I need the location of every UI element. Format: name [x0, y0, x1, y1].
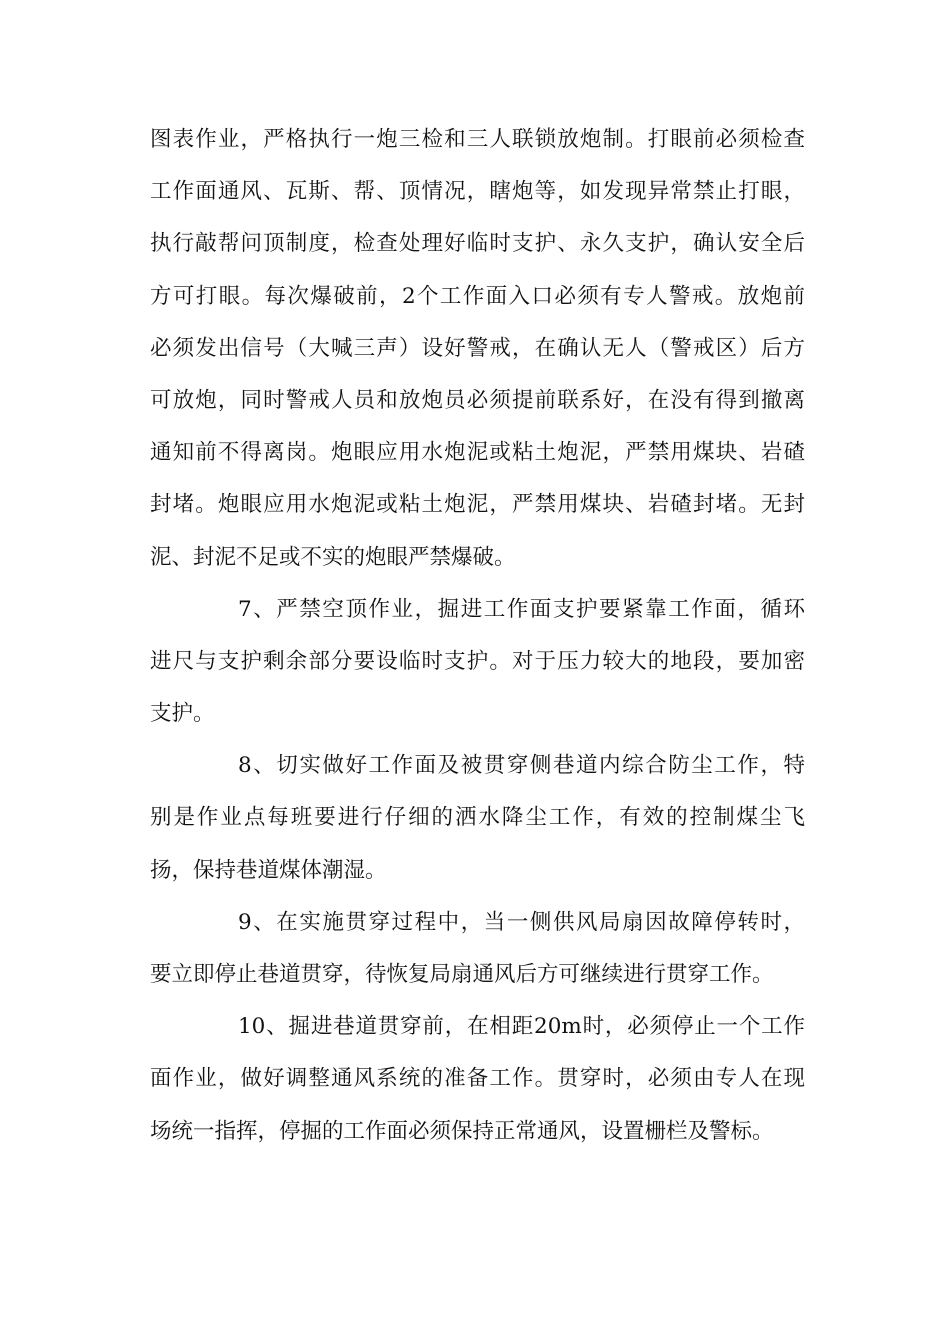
- text-line: 泥、封泥不足或不实的炮眼严禁爆破。: [150, 544, 516, 570]
- paragraph-6-continued: [150, 114, 805, 584]
- text-line: 面作业，做好调整通风系统的准备工作。贯穿时，必须由专人在现: [150, 1066, 805, 1092]
- text-line: 要立即停止巷道贯穿，待恢复局扇通风后方可继续进行贯穿工作。: [150, 962, 774, 987]
- paragraph-7: [150, 584, 805, 741]
- text-line: 别是作业点每班要进行仔细的洒水降尘工作，有效的控制煤尘飞: [150, 805, 805, 831]
- text-line: 必须发出信号（大喊三声）设好警戒，在确认无人（警戒区）后方: [150, 335, 805, 361]
- text-line: 通知前不得离岗。炮眼应用水炮泥或粘土炮泥，严禁用煤块、岩碴: [150, 440, 805, 466]
- text-line: 10、掘进巷道贯穿前，在相距20m时，必须停止一个工作: [238, 1014, 805, 1040]
- text-line: 支护。: [150, 701, 215, 727]
- paragraph-8: [150, 740, 805, 897]
- text-line: 执行敲帮问顶制度，检查处理好临时支护、永久支护，确认安全后: [150, 231, 805, 257]
- document-body: [150, 114, 805, 1158]
- text-line: 扬，保持巷道煤体潮湿。: [150, 857, 387, 883]
- text-line: 场统一指挥，停掘的工作面必须保持正常通风，设置栅栏及警标。: [150, 1118, 774, 1144]
- paragraph-10: [150, 1001, 805, 1158]
- text-line: 7、严禁空顶作业，掘进工作面支护要紧靠工作面，循环: [238, 596, 805, 622]
- text-line: 图表作业，严格执行一炮三检和三人联锁放炮制。打眼前必须检查: [150, 127, 805, 152]
- text-line: 进尺与支护剩余部分要设临时支护。对于压力较大的地段，要加密: [150, 648, 805, 674]
- text-line: 工作面通风、瓦斯、帮、顶情况，瞎炮等，如发现异常禁止打眼，: [150, 179, 805, 205]
- text-line: 9、在实施贯穿过程中，当一侧供风局扇因故障停转时，: [238, 909, 805, 935]
- text-line: 封堵。炮眼应用水炮泥或粘土炮泥，严禁用煤块、岩碴封堵。无封: [150, 492, 805, 518]
- text-line: 方可打眼。每次爆破前，2个工作面入口必须有专人警戒。放炮前: [150, 283, 805, 309]
- text-line: 8、切实做好工作面及被贯穿侧巷道内综合防尘工作，特: [238, 753, 805, 779]
- text-line: 可放炮，同时警戒人员和放炮员必须提前联系好，在没有得到撤离: [150, 387, 805, 413]
- paragraph-9: [150, 897, 805, 1001]
